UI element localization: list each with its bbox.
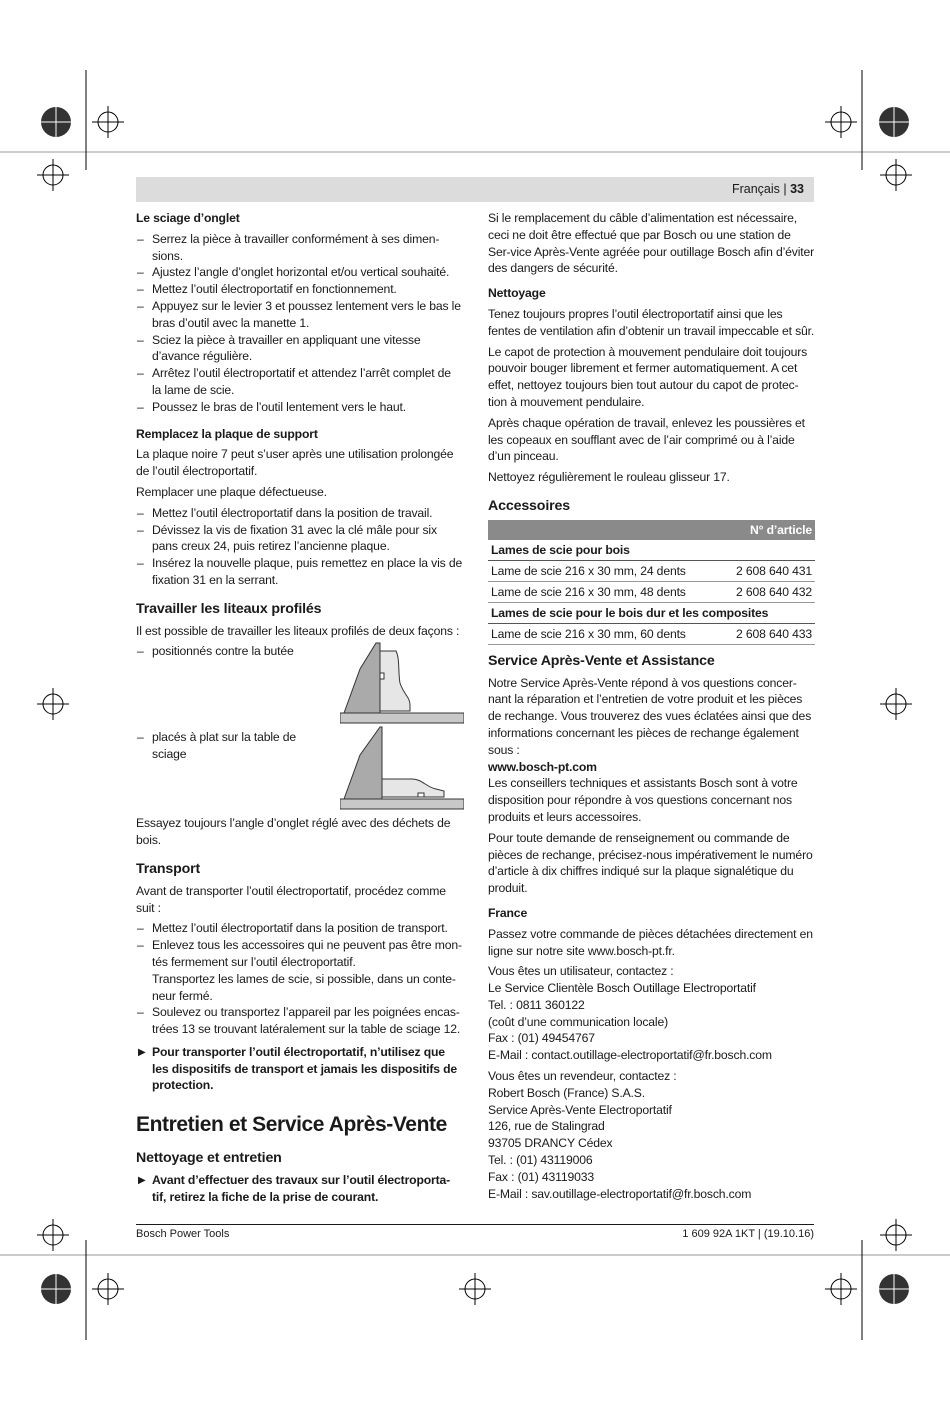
contact-line: Fax : (01) 43119033 — [488, 1169, 595, 1184]
list-item: – Mettez l’outil électroportatif dans la position de travail. — [136, 505, 463, 522]
plate-intro2: Remplacer une plaque défectueuse. — [136, 484, 327, 499]
contact-line: 93705 DRANCY Cédex — [488, 1136, 613, 1151]
item-name: Lame de scie 216 x 30 mm, 48 dents — [488, 581, 720, 602]
table-row — [488, 581, 815, 602]
service-p2: Les conseillers techniques et assistants Bosch sont à votre disposition pour répondre à vos questions concernant nos produits et leurs accessoires. — [488, 776, 798, 824]
contact-line: E-Mail : contact.outillage-electroportatif@fr.bosch.com — [488, 1048, 772, 1063]
contact-line: Robert Bosch (France) S.A.S. — [488, 1085, 646, 1100]
table-row — [488, 560, 815, 581]
list-item: – Mettez l’outil électroportatif en fonctionnement. — [136, 281, 463, 298]
profile-option-2 — [136, 729, 306, 763]
group-label: Lames de scie pour bois — [488, 540, 815, 561]
transport-step2b: Transportez les lames de scie, si possible, dans un conte-neur fermé. — [152, 971, 456, 1003]
item-number: 2 608 640 432 — [720, 581, 815, 602]
profiles-note: Essayez toujours l’angle d’onglet réglé avec des déchets de bois. — [136, 816, 451, 848]
reseller-contact — [488, 1068, 815, 1202]
profile-against-fence-figure — [340, 639, 464, 725]
transport-intro: Avant de transporter l’outil électroportatif, procédez comme suit : — [136, 883, 446, 915]
maintenance-title: Entretien et Service Après-Vente — [136, 1113, 447, 1137]
header-label: Français | 33 — [731, 182, 804, 196]
cable-note: Si le remplacement du câble d’alimentation est nécessaire, ceci ne doit être effectué que par Bosch ou une station de Ser-vice Après-Vente agréée pour outillage Bosch afin d’éviter des dangers de sécurité. — [488, 211, 815, 276]
cleaning-title: Nettoyage — [488, 286, 546, 301]
arrow-right-icon: ▶ — [138, 1046, 146, 1058]
list-item: – Dévissez la vis de fixation 31 avec la clé mâle pour six pans creux 24, puis retirez l’ancienne plaque. — [136, 522, 463, 556]
service-url[interactable]: www.bosch-pt.com — [488, 759, 597, 774]
cleaning-p4: Nettoyez régulièrement le rouleau glisseur 17. — [488, 470, 730, 485]
list-item — [136, 937, 463, 1004]
contact-line: E-Mail : sav.outillage-electroportatif@fr.bosch.com — [488, 1186, 752, 1201]
profiles-intro: Il est possible de travailler les liteaux profilés de deux façons : — [136, 623, 460, 638]
page-header — [136, 177, 814, 202]
contact-line: Tel. : 0811 360122 — [488, 997, 585, 1012]
group-label: Lames de scie pour le bois dur et les composites — [488, 602, 815, 623]
footer-rule — [136, 1224, 814, 1225]
contact-line: Tel. : (01) 43119006 — [488, 1153, 593, 1168]
list-item: – placés à plat sur la table de sciage — [136, 729, 306, 763]
list-item: – Sciez la pièce à travailler en appliquant une vitesse d’avance régulière. — [136, 332, 463, 366]
item-name: Lame de scie 216 x 30 mm, 24 dents — [488, 560, 720, 581]
user-contact — [488, 963, 815, 1064]
contact-line: Le Service Clientèle Bosch Outillage Electroportatif — [488, 981, 756, 996]
footer-doc-id: 1 609 92A 1KT | (19.10.16) — [682, 1228, 814, 1240]
accessories-title: Accessoires — [488, 497, 570, 514]
article-number-header: N° d’article — [488, 520, 815, 540]
profiles-figures — [136, 643, 463, 811]
header-language: Français — [731, 182, 780, 196]
contact-line: Vous êtes un revendeur, contactez : — [488, 1069, 677, 1084]
contact-line: Fax : (01) 49454767 — [488, 1031, 595, 1046]
plate-title: Remplacez la plaque de support — [136, 426, 318, 441]
item-number: 2 608 640 433 — [720, 623, 815, 644]
profile-option-1 — [136, 643, 306, 660]
page-number: 33 — [790, 182, 804, 196]
cleaning-p3: Après chaque opération de travail, enlevez les poussières et les copeaux en soufflant avec de l’air comprimé ou à l’aide d’un pinceau. — [488, 415, 805, 464]
transport-steps — [136, 920, 463, 1038]
contact-line: Vous êtes un utilisateur, contactez : — [488, 964, 674, 979]
footer-brand: Bosch Power Tools — [136, 1228, 230, 1240]
profile-flat-figure — [340, 725, 464, 811]
list-item: – Ajustez l’angle d’onglet horizontal et/ou vertical souhaité. — [136, 264, 463, 281]
cleaning-p1: Tenez toujours propres l’outil électroportatif ainsi que les fentes de ventilation afin d’obtenir un travail impeccable et sûr. — [488, 306, 815, 338]
cleaning-p2: Le capot de protection à mouvement pendulaire doit toujours pouvoir bouger librement et fermer automatiquement. A cet effet, nettoyez toujours bien tout autour du capot de protec-tion à mouvement pendulaire. — [488, 344, 808, 409]
transport-warning-text: Pour transporter l’outil électroportatif, n’utilisez que les dispositifs de transport et jamais les dispositifs de protection. — [152, 1044, 458, 1093]
france-p1: Passez votre commande de pièces détachées directement en ligne sur notre site www.bosch-pt.fr. — [488, 926, 813, 958]
maintenance-warning-text: Avant d’effectuer des travaux sur l’outil électroporta-tif, retirez la fiche de la prise de courant. — [152, 1173, 451, 1204]
table-header-row — [488, 520, 815, 540]
list-item: – positionnés contre la butée — [136, 643, 306, 660]
left-column — [136, 210, 463, 1210]
list-item: – Arrêtez l’outil électroportatif et attendez l’arrêt complet de la lame de scie. — [136, 365, 463, 399]
list-item: – Soulevez ou transportez l’appareil par les poignées encas-trées 13 se trouvant latéralement sur la table de sciage 12. — [136, 1004, 463, 1038]
accessories-table — [488, 520, 815, 645]
service-title: Service Après-Vente et Assistance — [488, 652, 715, 669]
table-group-row — [488, 540, 815, 561]
item-name: Lame de scie 216 x 30 mm, 60 dents — [488, 623, 720, 644]
france-title: France — [488, 905, 528, 920]
table-row — [488, 623, 815, 644]
arrow-right-icon: ▶ — [138, 1175, 146, 1187]
miter-title: Le sciage d’onglet — [136, 211, 240, 225]
transport-title: Transport — [136, 860, 201, 877]
list-item: – Insérez la nouvelle plaque, puis remettez en place la vis de fixation 31 en la serrant. — [136, 555, 463, 589]
contact-line: (coût d’une communication locale) — [488, 1014, 668, 1029]
list-item: – Mettez l’outil électroportatif dans la position de transport. — [136, 920, 463, 937]
maintenance-subtitle: Nettoyage et entretien — [136, 1150, 282, 1167]
service-p3: Pour toute demande de renseignement ou commande de pièces de rechange, précisez-nous impérativement le numéro d’article à dix chiffres indiqué sur la plaque signalétique du produit. — [488, 830, 813, 896]
plate-intro: La plaque noire 7 peut s’user après une utilisation prolongée de l’outil électroportatif. — [136, 447, 454, 479]
maintenance-warning — [136, 1172, 463, 1206]
list-item: – Poussez le bras de l’outil lentement vers le haut. — [136, 399, 463, 416]
item-number: 2 608 640 431 — [720, 560, 815, 581]
table-group-row — [488, 602, 815, 623]
contact-line: 126, rue de Stalingrad — [488, 1119, 605, 1134]
contact-line: Service Après-Vente Electroportatif — [488, 1102, 672, 1117]
transport-warning — [136, 1044, 463, 1094]
list-item: – Serrez la pièce à travailler conformément à ses dimen-sions. — [136, 231, 463, 265]
service-p1: Notre Service Après-Vente répond à vos questions concer-nant la réparation et l’entretien de votre produit et les pièces de rechange. Vous trouverez des vues éclatées ainsi que des informations concernant les pièces de rechange également sous : — [488, 675, 812, 757]
list-item: – Appuyez sur le levier 3 et poussez lentement vers le bas le bras d’outil avec la manette 1. — [136, 298, 463, 332]
profiles-title: Travailler les liteaux profilés — [136, 600, 322, 617]
right-column — [488, 210, 815, 1202]
miter-steps — [136, 231, 463, 416]
plate-steps — [136, 505, 463, 589]
transport-step2: Enlevez tous les accessoires qui ne peuvent pas être mon-tés fermement sur l’outil électroportatif. — [152, 938, 462, 969]
